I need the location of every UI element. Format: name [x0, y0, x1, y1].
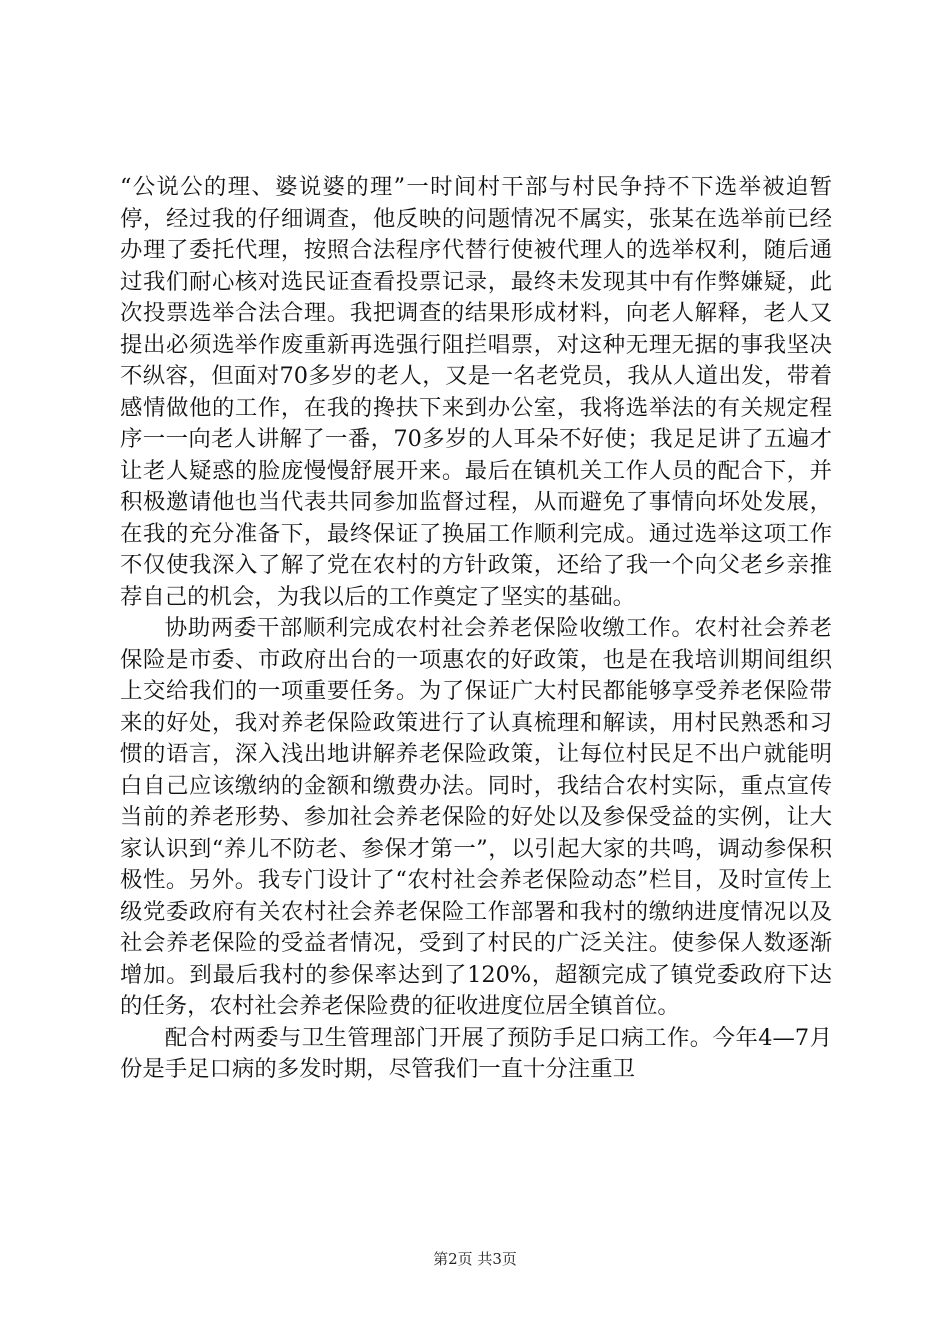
page-number-footer: 第2页 共3页 — [433, 1250, 517, 1268]
paragraph-pension-insurance: 协助两委干部顺利完成农村社会养老保险收缴工作。农村社会养老保险是市委、市政府出台的一项惠农的好政策，也是在我培训期间组织上交给我们的一项重要任务。为了保证广大村民都能够享受养老保险带来的好处，我对养老保险政策进行了认真梳理和解读，用村民熟悉和习惯的语言，深入浅出地讲解养老保险政策，让每位村民足不出户就能明白自己应该缴纳的金额和缴费办法。同时，我结合农村实际，重点宣传当前的养老形势、参加社会养老保险的好处以及参保受益的实例，让大家认识到“养儿不防老、参保才第一”，以引起大家的共鸣，调动参保积极性。另外。我专门设计了“农村社会养老保险动态”栏目，及时宣传上级党委政府有关农村社会养老保险工作部署和我村的缴纳进度情况以及社会养老保险的受益者情况，受到了村民的广泛关注。使参保人数逐渐增加。到最后我村的参保率达到了120%，超额完成了镇党委政府下达的任务，农村社会养老保险费的征收进度位居全镇首位。 — [120, 615, 832, 1019]
paragraph-election-dispute: “公说公的理、婆说婆的理”一时间村干部与村民争持不下选举被迫暂停，经过我的仔细调查，他反映的问题情况不属实，张某在选举前已经办理了委托代理，按照合法程序代替行使被代理人的选举权利，随后通过我们耐心核对选民证查看投票记录，最终未发现其中有作弊嫌疑，此次投票选举合法合理。我把调查的结果形成材料，向老人解释，老人又提出必须选举作废重新再选强行阻拦唱票，对这种无理无据的事我坚决不纵容，但面对70多岁的老人，又是一名老党员，我从人道出发，带着感情做他的工作，在我的搀扶下来到办公室，我将选举法的有关规定程序一一向老人讲解了一番，70多岁的人耳朵不好使；我足足讲了五遍才让老人疑惑的脸庞慢慢舒展开来。最后在镇机关工作人员的配合下，并积极邀请他也当代表共同参加监督过程，从而避免了事情向坏处发展，在我的充分准备下，最终保证了换届工作顺利完成。通过选举这项工作不仅使我深入了解了党在农村的方针政策，还给了我一个向父老乡亲推荐自己的机会，为我以后的工作奠定了坚实的基础。 — [120, 174, 832, 610]
paragraph-hand-foot-mouth: 配合村两委与卫生管理部门开展了预防手足口病工作。今年4—7月份是手足口病的多发时期，尽管我们一直十分注重卫 — [120, 1024, 832, 1082]
document-body — [120, 172, 832, 1086]
